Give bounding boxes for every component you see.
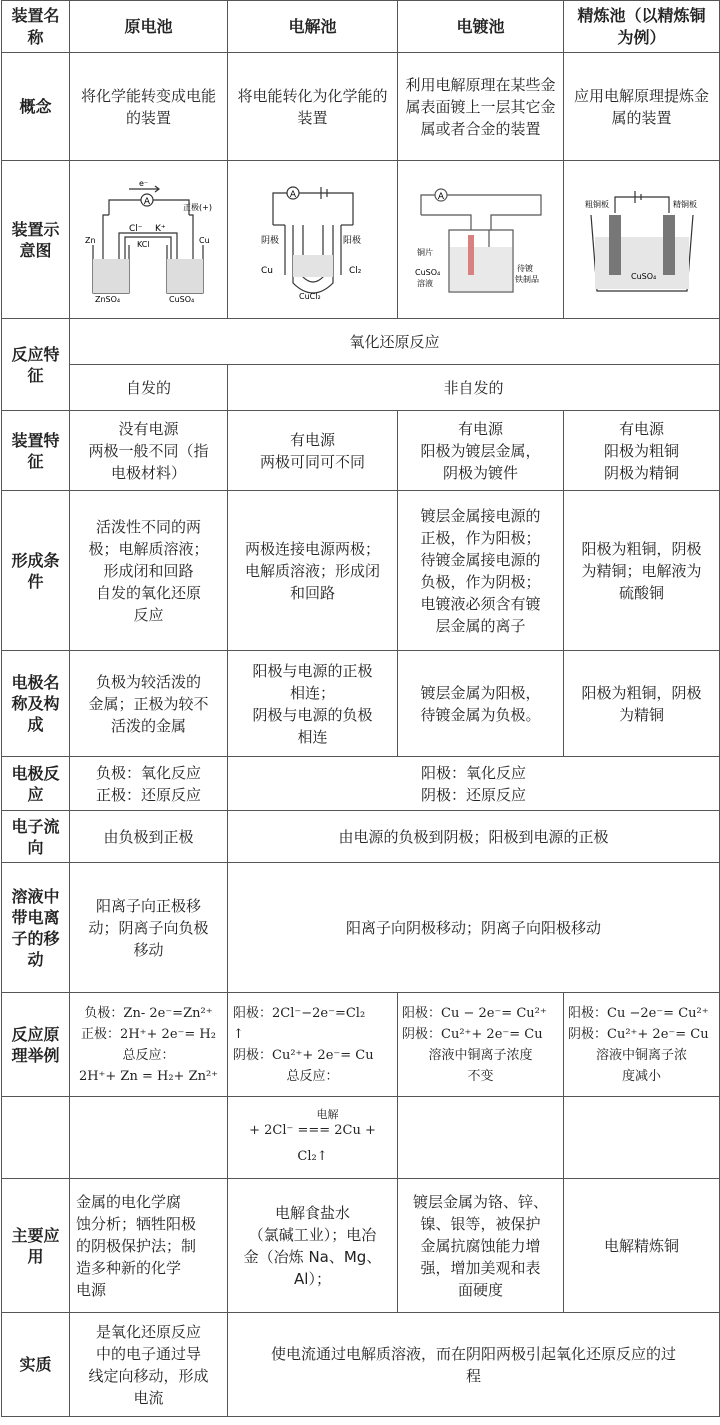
- row-label-diagram: 装置示意图: [2, 161, 70, 319]
- text-line: 镀层金属接电源的: [420, 506, 541, 525]
- text-line: 极；电解质溶液；: [88, 539, 209, 558]
- text-line: 和回路: [289, 583, 335, 602]
- equation-line: 阳极：2Cl⁻−2e⁻=Cl₂: [233, 1005, 366, 1021]
- reaction-feature-row-1: [2, 319, 720, 365]
- text-line: （氯碱工业）；电冶: [248, 1225, 377, 1244]
- application-row: [2, 1179, 720, 1313]
- cuso4-label-4: CuSO₄: [630, 271, 656, 281]
- plated-object-label-1: 待镀: [516, 263, 533, 273]
- concept-electroplating: 利用电解原理在某些金属表面镀上一层其它金属或者合金的装置: [398, 53, 564, 161]
- text-line: 不变: [467, 1068, 494, 1084]
- text-line: 阴极为镀件: [442, 463, 518, 482]
- header-electroplating: 电镀池: [398, 1, 564, 53]
- text-line: 负极为较活泼的: [95, 672, 201, 691]
- plated-object-label-2: 铁制品: [514, 274, 539, 284]
- text-line: 负极，作为阴极；: [420, 572, 541, 591]
- concept-row: [2, 53, 720, 161]
- text-line: 金（冶炼 Na、Mg、: [243, 1247, 382, 1266]
- diagram-electroplating: [398, 161, 564, 319]
- ion-movement-row: [2, 863, 720, 993]
- text-line: 正极，作为阳极；: [420, 528, 541, 547]
- device-feature-row: [2, 411, 720, 491]
- equation-line: 总反应：: [122, 1047, 175, 1063]
- example-refining: [564, 993, 720, 1097]
- formation-electroplating: [398, 491, 564, 651]
- header-electrolytic: 电解池: [228, 1, 398, 53]
- formation-electrolytic: [228, 491, 398, 651]
- equation-line: 阳极：Cu − 2e⁻= Cu²⁺: [402, 1005, 547, 1021]
- comparison-table: [1, 0, 720, 1417]
- row-label-examples: 反应原理举例: [2, 993, 70, 1097]
- text-line: 待镀金属接电源的: [420, 550, 541, 569]
- electrode-name-electroplating: [398, 651, 564, 757]
- electrode-name-galvanic: [70, 651, 228, 757]
- text-line: 正极：还原反应: [95, 785, 201, 804]
- example-galvanic: [70, 993, 228, 1097]
- solution-label: 溶液: [416, 278, 433, 288]
- text-line: 阳极为粗铜，阴极: [581, 683, 702, 702]
- crude-copper-label: 粗铜板: [584, 199, 609, 209]
- text-line: 的阴极保护法；制: [76, 1236, 197, 1255]
- text-line: 阳极为粗铜，阴极: [581, 539, 702, 558]
- ammeter-label: A: [143, 196, 150, 207]
- text-line: 镍、银等，被保护: [420, 1214, 541, 1233]
- electrode-name-row: [2, 651, 720, 757]
- header-row: [2, 1, 720, 53]
- text-line: 有电源: [618, 419, 664, 438]
- pure-copper-label: 精铜板: [672, 199, 697, 209]
- electron-flow-galvanic: 由负极到正极: [70, 811, 228, 863]
- cuso4-label: CuSO₄: [168, 294, 194, 304]
- text-line: 电解质溶液；形成闭: [244, 561, 380, 580]
- equation-line: + 2Cl⁻ === 2Cu +: [249, 1122, 376, 1138]
- text-line: 阴极为精铜: [603, 463, 679, 482]
- equation-line: 2H⁺+ Zn = H₂+ Zn²⁺: [78, 1068, 219, 1084]
- equation-line: 总反应：: [286, 1068, 339, 1084]
- diagram-electrolytic: [228, 161, 398, 319]
- text-line: 阴极：还原反应: [420, 785, 526, 804]
- equation-line: ↑: [233, 1026, 244, 1042]
- row-label-electrode-name: 电极名称及构成: [2, 651, 70, 757]
- text-line: 有电源: [289, 430, 335, 449]
- text-line: 是氧化还原反应: [95, 1322, 201, 1341]
- electrode-name-refining: [564, 651, 720, 757]
- device-feature-refining: [564, 411, 720, 491]
- text-line: 层金属的离子: [435, 616, 526, 635]
- essence-rest: [228, 1313, 720, 1417]
- example-electroplating: [398, 993, 564, 1097]
- total-equation-electrolytic: [228, 1097, 398, 1179]
- text-line: 电镀液必须含有镀: [420, 594, 541, 613]
- text-line: 为精铜；电解液为: [581, 561, 702, 580]
- text-line: 阳极为粗铜: [603, 441, 679, 460]
- text-line: 度减小: [621, 1068, 661, 1084]
- cu-product-label: Cu: [260, 265, 273, 276]
- refining-diagram: [577, 175, 707, 305]
- total-equation-row: [2, 1097, 720, 1179]
- formation-galvanic: [70, 491, 228, 651]
- device-feature-electrolytic: [228, 411, 398, 491]
- text-line: 电流: [133, 1388, 164, 1407]
- row-label-formation: 形成条件: [2, 491, 70, 651]
- electroplating-diagram: [411, 175, 551, 305]
- diagram-row: [2, 161, 720, 319]
- text-line: 活泼的金属: [110, 716, 186, 735]
- text-line: 阴极与电源的负极: [252, 705, 373, 724]
- application-electroplating: [398, 1179, 564, 1313]
- text-line: 反应: [133, 605, 164, 624]
- application-electrolytic: [228, 1179, 398, 1313]
- text-line: 相连: [297, 727, 328, 746]
- concept-refining: 应用电解原理提炼金属的装置: [564, 53, 720, 161]
- cu-plate-label: 铜片: [416, 247, 433, 257]
- positive-label: 正极(+): [182, 202, 212, 212]
- text-line: 溶液中铜离子浓度: [428, 1047, 533, 1063]
- concept-galvanic: 将化学能转变成电能的装置: [70, 53, 228, 161]
- text-line: 阳极与电源的正极: [252, 661, 373, 680]
- device-feature-electroplating: [398, 411, 564, 491]
- equation-line: 阴极：Cu²⁺+ 2e⁻= Cu: [402, 1026, 543, 1042]
- row-label-reaction-feature: 反应特征: [2, 319, 70, 411]
- electrode-name-electrolytic: [228, 651, 398, 757]
- formation-row: [2, 491, 720, 651]
- text-line: 溶液中铜离子浓: [595, 1047, 687, 1063]
- reaction-feature-rest: 非自发的: [228, 365, 720, 411]
- essence-galvanic: [70, 1313, 228, 1417]
- salt-bridge-label: KCl: [136, 239, 150, 249]
- text-line: 面硬度: [457, 1280, 503, 1299]
- ion-movement-galvanic: [70, 863, 228, 993]
- k-ion-label: K⁺: [154, 223, 166, 234]
- row-label-device-feature: 装置特征: [2, 411, 70, 491]
- header-corner: 装置名称: [2, 1, 70, 53]
- text-line: 镀层金属为铬、锌、: [412, 1192, 548, 1211]
- znso4-label: ZnSO₄: [94, 294, 120, 304]
- text-line: 硫酸铜: [618, 583, 664, 602]
- application-refining: 电解精炼铜: [564, 1179, 720, 1313]
- row-label-electrode-reaction: 电极反应: [2, 757, 70, 811]
- formation-refining: [564, 491, 720, 651]
- diagram-refining: [564, 161, 720, 319]
- text-line: 形成闭和回路: [103, 561, 194, 580]
- essence-row: [2, 1313, 720, 1417]
- text-line: 中的电子通过导: [95, 1344, 201, 1363]
- cl2-product-label: Cl₂: [348, 265, 361, 276]
- text-line: 有电源: [457, 419, 503, 438]
- application-galvanic: [70, 1179, 228, 1313]
- text-line: 金属抗腐蚀能力增: [420, 1236, 541, 1255]
- text-line: 自发的氧化还原: [95, 583, 201, 602]
- equation-line: 阴极：Cu²⁺+ 2e⁻= Cu: [568, 1026, 709, 1042]
- galvanic-cell-diagram: [79, 175, 219, 305]
- header-galvanic: 原电池: [70, 1, 228, 53]
- text-line: 待镀金属为负极。: [420, 705, 541, 724]
- text-line: 移动: [133, 940, 164, 959]
- empty-cell: [564, 1097, 720, 1179]
- concept-electrolytic: 将电能转化为化学能的装置: [228, 53, 398, 161]
- ion-movement-rest: 阳离子向阴极移动；阴离子向阳极移动: [228, 863, 720, 993]
- header-refining: 精炼池（以精炼铜为例）: [564, 1, 720, 53]
- text-line: 没有电源: [118, 419, 179, 438]
- reaction-feature-all: 氧化还原反应: [70, 319, 720, 365]
- reaction-feature-row-2: [2, 365, 720, 411]
- example-electrolytic: [228, 993, 398, 1097]
- text-line: Al）；: [294, 1269, 331, 1288]
- text-line: 金属；正极为较不: [88, 694, 209, 713]
- text-line: 阳离子向正极移: [95, 896, 201, 915]
- electrolysis-condition: 电解: [316, 1107, 339, 1121]
- row-label-concept: 概念: [2, 53, 70, 161]
- ammeter-label-3: A: [437, 191, 444, 202]
- equation-line: 负极：Zn- 2e⁻=Zn²⁺: [84, 1005, 213, 1021]
- text-line: 强，增加美观和表: [420, 1258, 541, 1277]
- text-line: 电源: [76, 1280, 107, 1299]
- cl-ion-label: Cl⁻: [128, 223, 143, 234]
- text-line: 两极连接电源两极；: [244, 539, 380, 558]
- text-line: 为精铜: [618, 705, 664, 724]
- text-line: 负极：氧化反应: [95, 763, 201, 782]
- text-line: 使电流通过电解质溶液，而在阴阳两极引起氧化还原反应的过: [270, 1344, 676, 1363]
- text-line: 程: [465, 1366, 481, 1385]
- row-label-application: 主要应用: [2, 1179, 70, 1313]
- equation-line: 正极：2H⁺+ 2e⁻= H₂: [81, 1026, 216, 1042]
- device-feature-galvanic: [70, 411, 228, 491]
- text-line: 金属的电化学腐: [76, 1192, 182, 1211]
- electrolytic-cell-diagram: [243, 175, 383, 305]
- text-line: 蚀分析；牺牲阳极: [76, 1214, 197, 1233]
- empty-cell: [70, 1097, 228, 1179]
- empty-cell: [2, 1097, 70, 1179]
- electrode-reaction-rest: [228, 757, 720, 811]
- examples-row: [2, 993, 720, 1097]
- text-line: 活泼性不同的两: [95, 517, 201, 536]
- equation-line: 阳极：Cu −2e⁻= Cu²⁺: [568, 1005, 709, 1021]
- reaction-feature-galvanic: 自发的: [70, 365, 228, 411]
- equation-line: Cl₂↑: [297, 1148, 328, 1164]
- cathode-label: 阴极: [260, 235, 279, 246]
- electron-label: e⁻: [138, 178, 148, 188]
- text-line: 镀层金属为阳极，: [420, 683, 541, 702]
- equation-line: 阴极：Cu²⁺+ 2e⁻= Cu: [233, 1047, 374, 1063]
- text-line: 相连；: [289, 683, 335, 702]
- text-line: 两极可同可不同: [259, 452, 365, 471]
- cuso4-label-3: CuSO₄: [414, 267, 440, 277]
- row-label-electron-flow: 电子流向: [2, 811, 70, 863]
- anode-label: 阳极: [342, 235, 361, 246]
- text-line: 两极一般不同（指: [88, 441, 209, 460]
- text-line: 造多种新的化学: [76, 1258, 182, 1277]
- row-label-essence: 实质: [2, 1313, 70, 1417]
- zn-label: Zn: [84, 235, 96, 245]
- cu-label: Cu: [198, 235, 210, 245]
- text-line: 线定向移动，形成: [88, 1366, 209, 1385]
- cucl2-label: CuCl₂: [298, 291, 321, 301]
- electrode-reaction-row: [2, 757, 720, 811]
- text-line: 电解食盐水: [274, 1203, 350, 1222]
- text-line: 阳极为镀层金属，: [420, 441, 541, 460]
- text-line: 电极材料）: [110, 463, 186, 482]
- electrode-reaction-galvanic: [70, 757, 228, 811]
- empty-cell: [398, 1097, 564, 1179]
- text-line: 动；阴离子向负极: [88, 918, 209, 937]
- ammeter-label-2: A: [289, 189, 296, 200]
- electron-flow-rest: 由电源的负极到阴极；阳极到电源的正极: [228, 811, 720, 863]
- text-line: 阳极：氧化反应: [420, 763, 526, 782]
- electron-flow-row: [2, 811, 720, 863]
- row-label-ion-movement: 溶液中带电离子的移动: [2, 863, 70, 993]
- diagram-galvanic: [70, 161, 228, 319]
